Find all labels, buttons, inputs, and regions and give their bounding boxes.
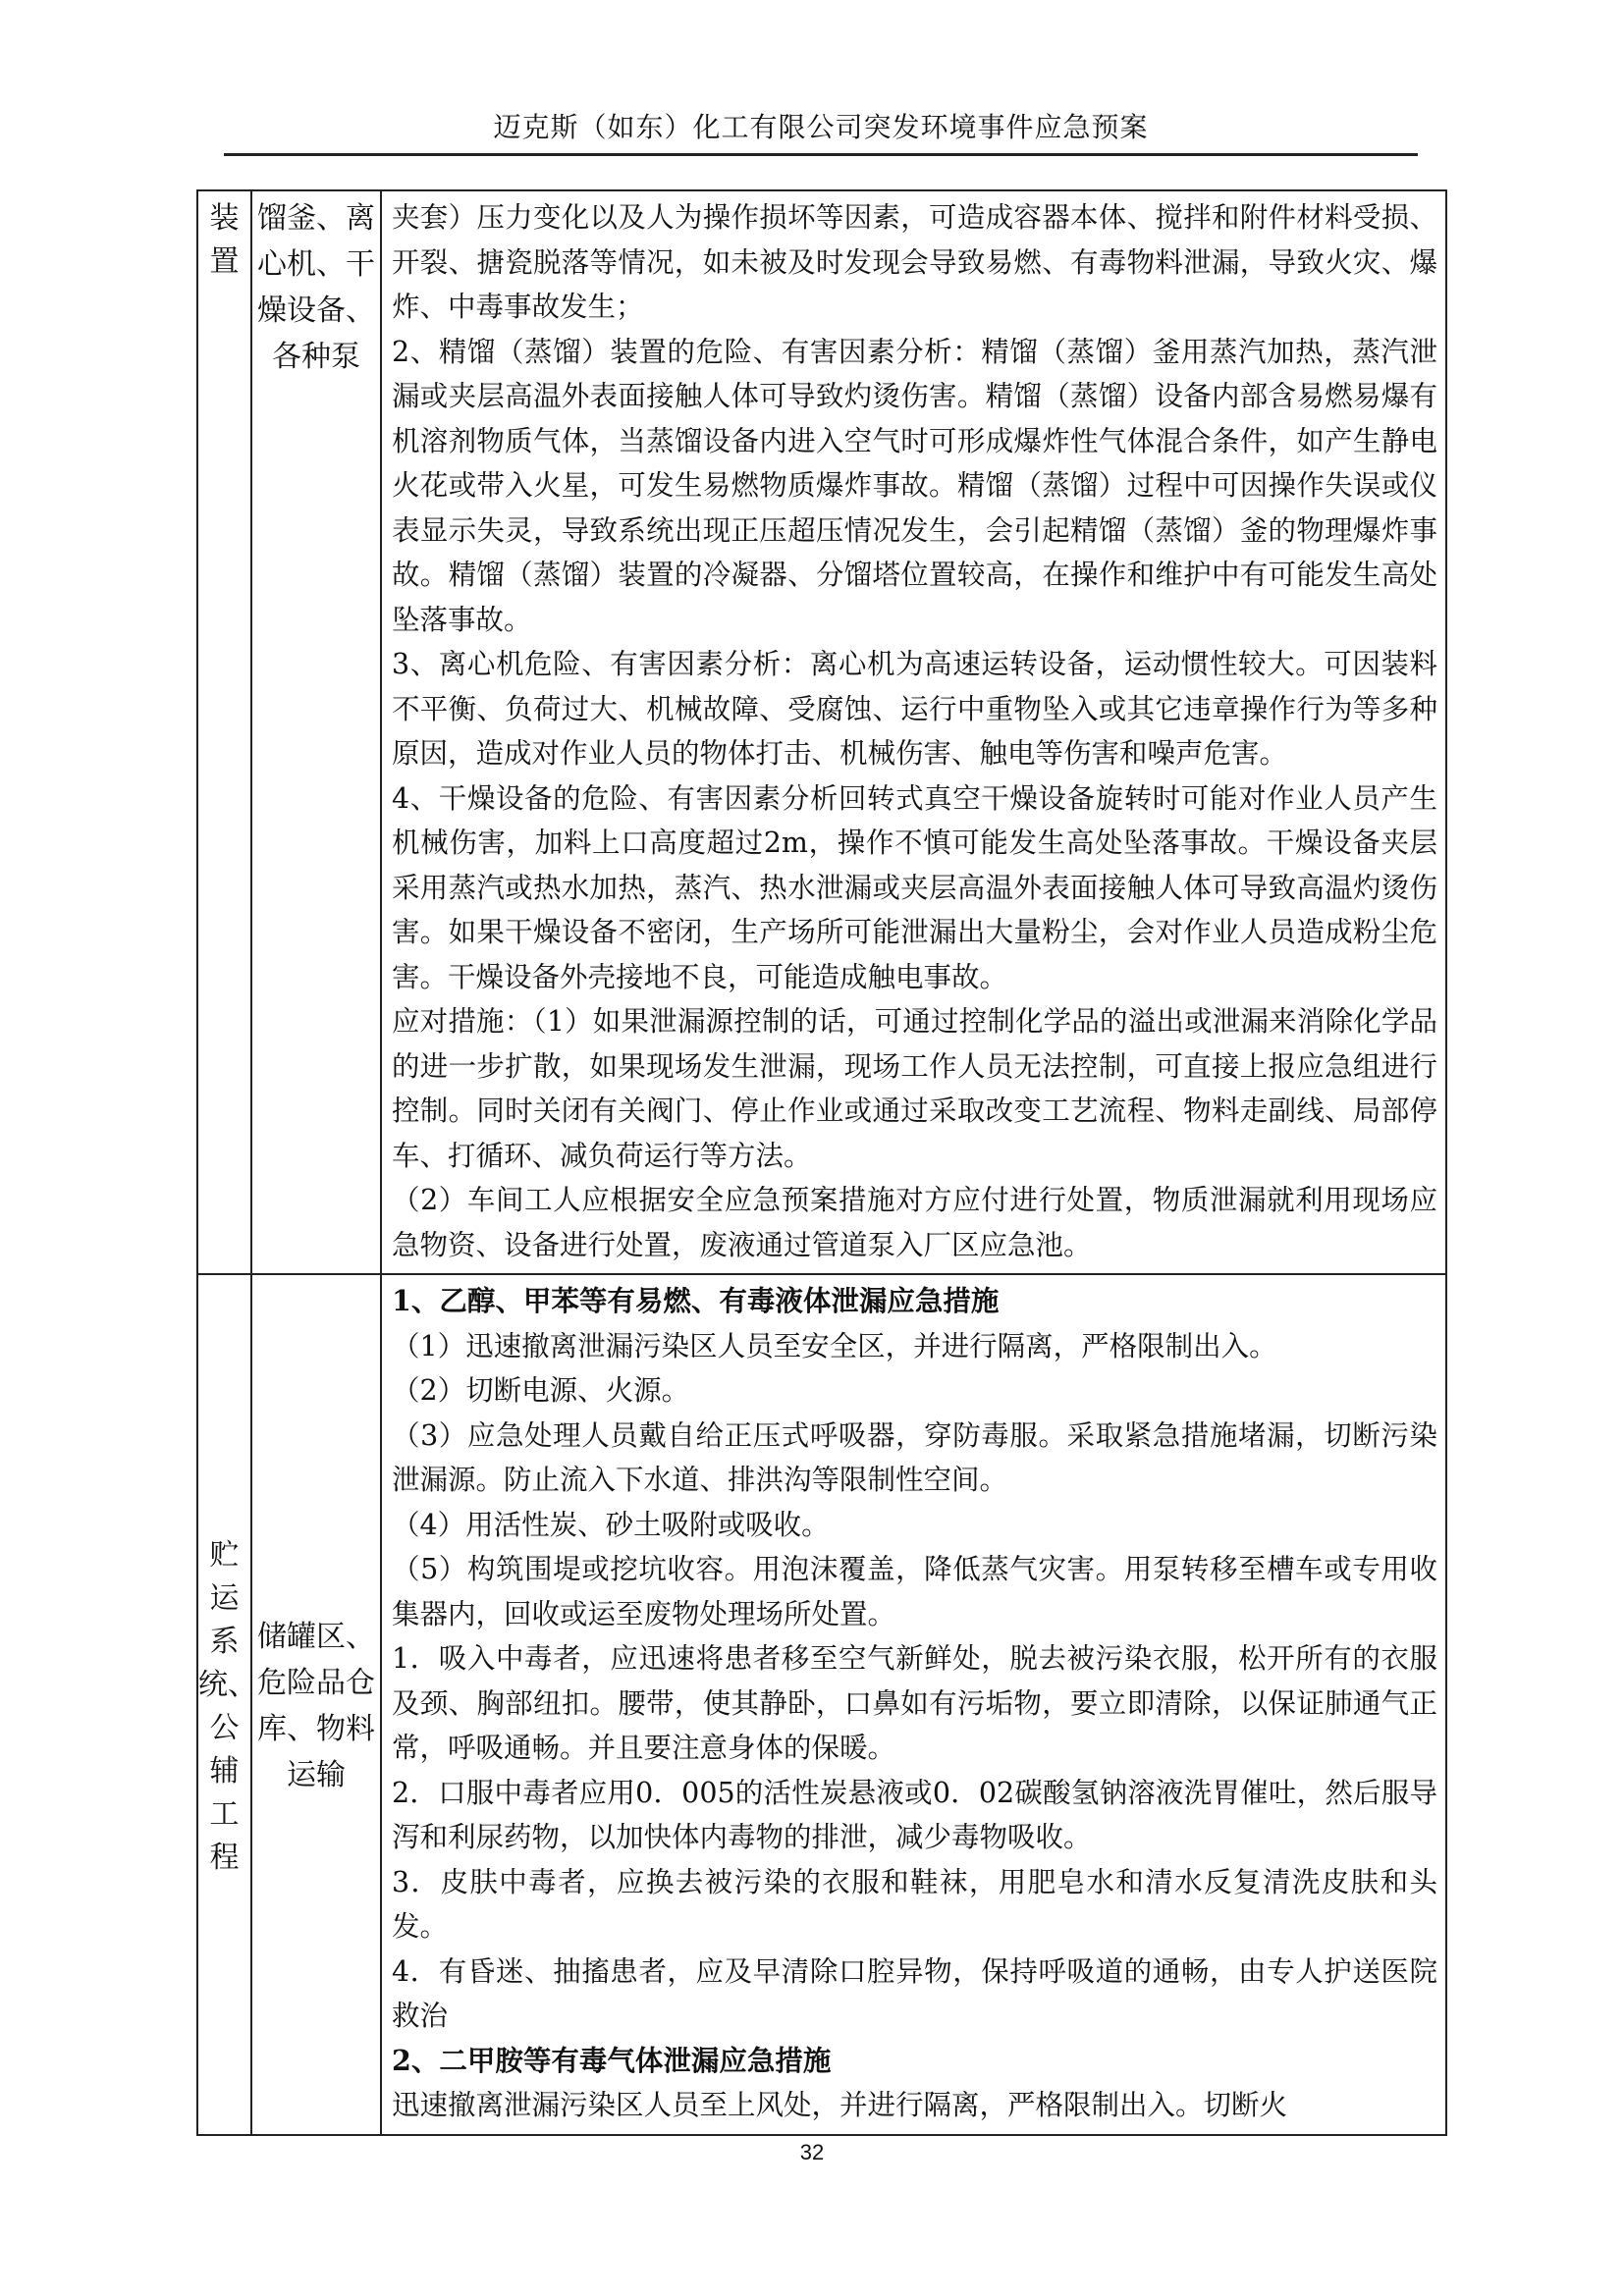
paragraph: 4、干燥设备的危险、有害因素分析回转式真空干燥设备旋转时可能对作业人员产生机械伤害，加料上口高度超过2m，操作不慎可能发生高处坠落事故。干燥设备夹层采用蒸汽或热水加热，蒸汽、热水泄漏或夹层高温外表面接触人体可导致高温灼烫伤害。如果干燥设备不密闭，生产场所可能泄漏出大量粉尘，会对作业人员造成粉尘危害。干燥设备外壳接地不良，可能造成触电事故。 xyxy=(392,781,1437,993)
section-title: 1、乙醇、甲苯等有易燃、有毒液体泄漏应急措施 xyxy=(392,1284,1000,1317)
description-cell xyxy=(381,1274,1446,2135)
paragraph: 3、离心机危险、有害因素分析：离心机为高速运转设备，运动惯性较大。可因装料不平衡、负荷过大、机械故障、受腐蚀、运行中重物坠入或其它违章操作行为等多种原因，造成对作业人员的物体打击、机械伤害、触电等伤害和噪声危害。 xyxy=(392,648,1437,770)
paragraph: 夹套）压力变化以及人为操作损坏等因素，可造成容器本体、搅拌和附件材料受损、开裂、搪瓷脱落等情况，如未被及时发现会导致易燃、有毒物料泄漏，导致火灾、爆炸、中毒事故发生； xyxy=(392,201,1437,323)
page-header: 迈克斯（如东）化工有限公司突发环境事件应急预案 xyxy=(493,111,1149,143)
category-cell xyxy=(197,190,251,1274)
header-rule xyxy=(224,153,1418,156)
paragraph: （5）构筑围堤或挖坑收容。用泡沫覆盖，降低蒸气灾害。用泵转移至槽车或专用收集器内，回收或运至废物处理场所处置。 xyxy=(392,1553,1437,1630)
paragraph: （2）切断电源、火源。 xyxy=(392,1374,690,1407)
category-label: 贮运系统、公辅工程 xyxy=(198,1538,257,1876)
paragraph: （1）迅速撤离泄漏污染区人员至安全区，并进行隔离，严格限制出入。 xyxy=(392,1329,1277,1362)
equipment-label: 馏釜、离心机、干燥设备、各种泵 xyxy=(257,201,375,374)
description-cell xyxy=(381,190,1446,1274)
paragraph: （2）车间工人应根据安全应急预案措施对方应付进行处置，物质泄漏就利用现场应急物资、设备进行处置，废液通过管道泵入厂区应急池。 xyxy=(392,1184,1437,1261)
content-table xyxy=(196,189,1447,2136)
paragraph: 迅速撤离泄漏污染区人员至上风处，并进行隔离，严格限制出入。切断火 xyxy=(392,2089,1288,2121)
paragraph: 2、精馏（蒸馏）装置的危险、有害因素分析：精馏（蒸馏）釜用蒸汽加热，蒸汽泄漏或夹层高温外表面接触人体可导致灼烫伤害。精馏（蒸馏）设备内部含易燃易爆有机溶剂物质气体，当蒸馏设备内进入空气时可形成爆炸性气体混合条件，如产生静电火花或带入火星，可发生易燃物质爆炸事故。精馏（蒸馏）过程中可因操作失误或仪表显示失灵，导致系统出现正压超压情况发生，会引起精馏（蒸馏）釜的物理爆炸事故。精馏（蒸馏）装置的冷凝器、分馏塔位置较高，在操作和维护中有可能发生高处坠落事故。 xyxy=(392,335,1437,636)
equipment-cell xyxy=(251,190,381,1274)
category-label: 装置 xyxy=(209,201,240,279)
paragraph: 2．口服中毒者应用0．005的活性炭悬液或0．02碳酸氢钠溶液洗胃催吐，然后服导泻和利尿药物，以加快体内毒物的排泄，减少毒物吸收。 xyxy=(392,1776,1437,1853)
table-row xyxy=(197,190,1446,1274)
equipment-cell xyxy=(251,1274,381,2135)
paragraph: （3）应急处理人员戴自给正压式呼吸器，穿防毒服。采取紧急措施堵漏，切断污染泄漏源。防止流入下水道、排洪沟等限制性空间。 xyxy=(392,1418,1437,1496)
paragraph: 4．有昏迷、抽搐患者，应及早清除口腔异物，保持呼吸道的通畅，由专人护送医院救治 xyxy=(392,1954,1437,2032)
paragraph: 应对措施：（1）如果泄漏源控制的话，可通过控制化学品的溢出或泄漏来消除化学品的进一步扩散，如果现场发生泄漏，现场工作人员无法控制，可直接上报应急组进行控制。同时关闭有关阀门、停止作业或通过采取改变工艺流程、物料走副线、局部停车、打循环、减负荷运行等方法。 xyxy=(392,1005,1437,1172)
paragraph: 3．皮肤中毒者，应换去被污染的衣服和鞋袜，用肥皂水和清水反复清洗皮肤和头发。 xyxy=(392,1865,1437,1943)
paragraph: （4）用活性炭、砂土吸附或吸收。 xyxy=(392,1508,830,1541)
section-title: 2、二甲胺等有毒气体泄漏应急措施 xyxy=(392,2043,832,2077)
equipment-label: 储罐区、危险品仓库、物料运输 xyxy=(257,1620,375,1793)
paragraph: 1．吸入中毒者，应迅速将患者移至空气新鲜处，脱去被污染衣服，松开所有的衣服及颈、胸部纽扣。腰带，使其静卧，口鼻如有污垢物，要立即清除，以保证肺通气正常，呼吸通畅。并且要注意身体的保暖。 xyxy=(392,1642,1437,1764)
table-row xyxy=(197,1274,1446,2135)
page-number: 32 xyxy=(799,2140,825,2164)
category-cell xyxy=(197,1274,257,2135)
